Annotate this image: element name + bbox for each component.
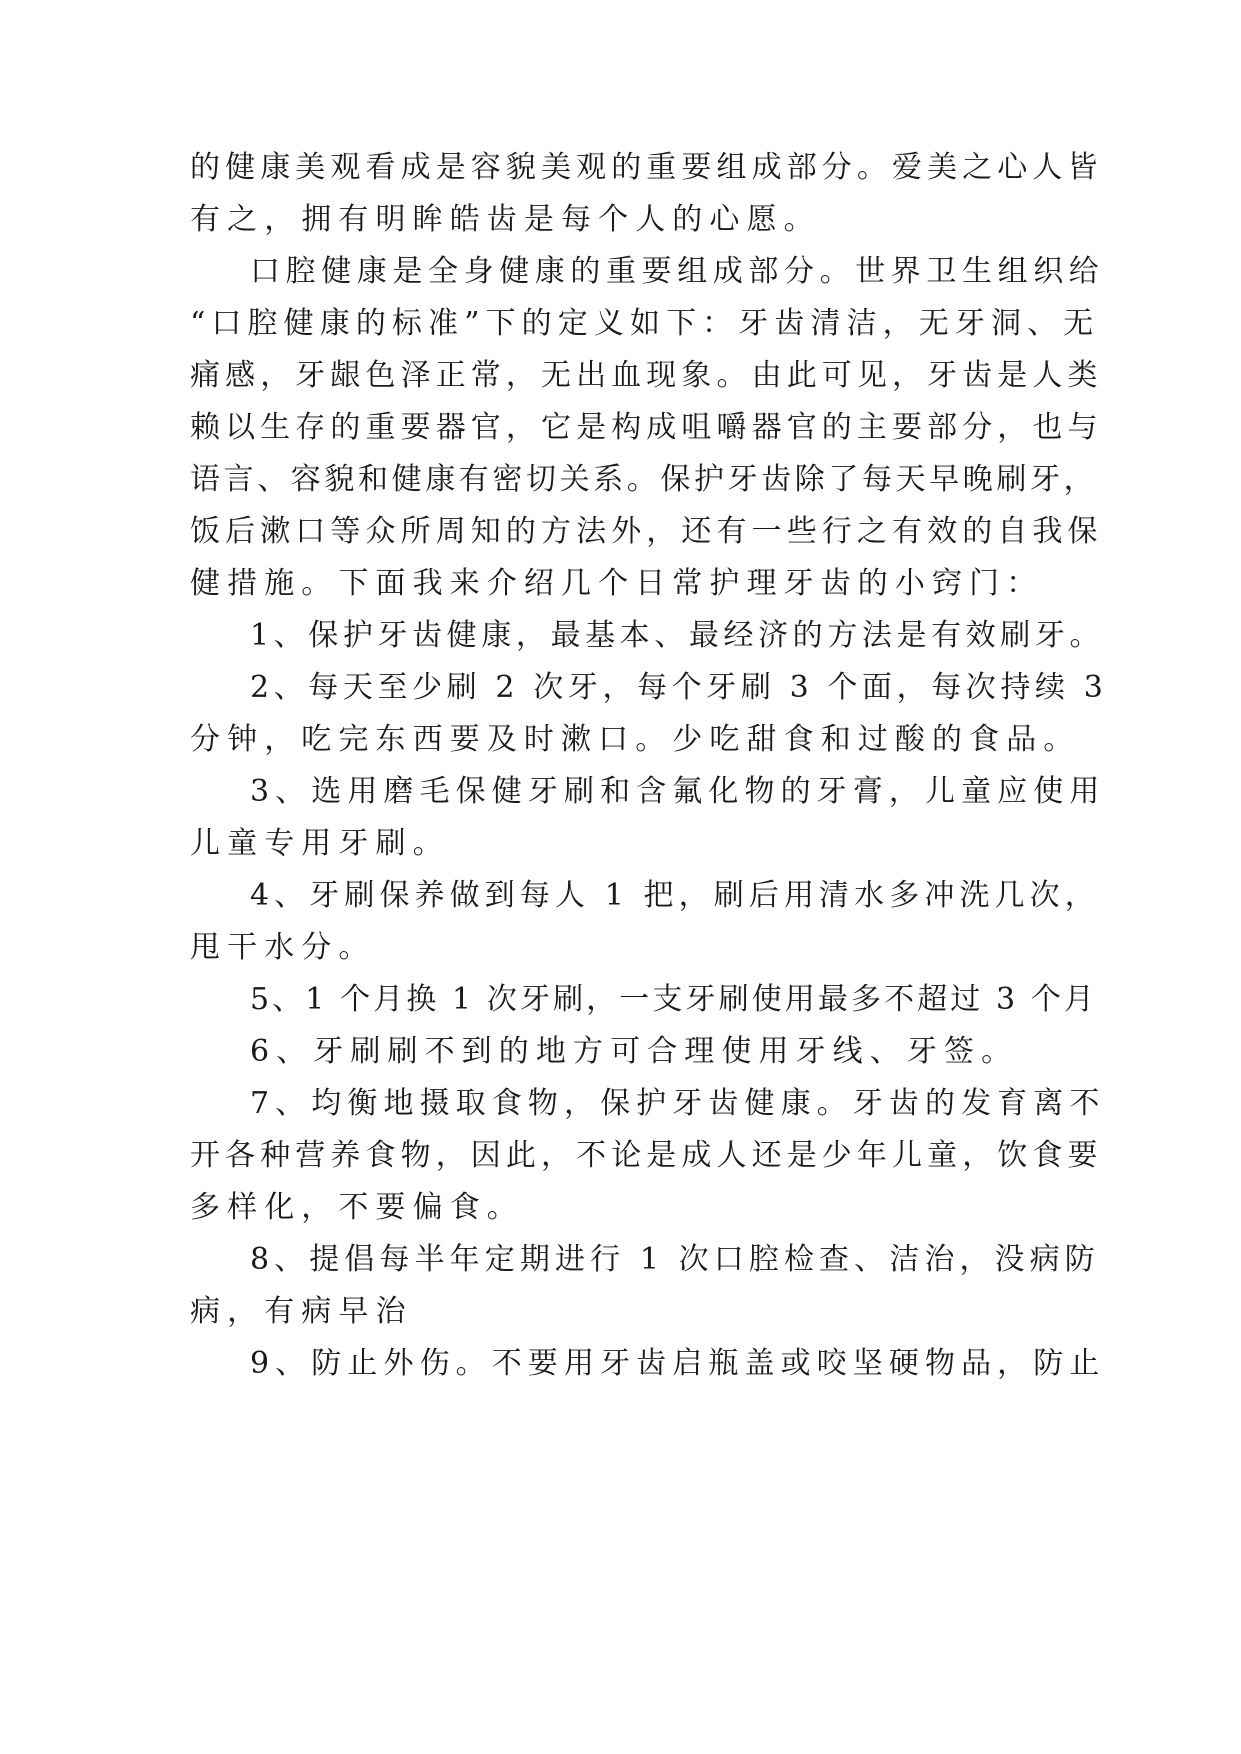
list-item-1: 1、保护牙齿健康，最基本、最经济的方法是有效刷牙。 — [250, 618, 1105, 653]
text-line: 赖以生存的重要器官，它是构成咀嚼器官的主要部分，也与 — [190, 410, 1103, 445]
text-line: 儿童专用牙刷。 — [190, 826, 450, 861]
text-line: 健措施。下面我来介绍几个日常护理牙齿的小窍门： — [190, 566, 1044, 601]
list-item-7: 7、均衡地摄取食物，保护牙齿健康。牙齿的发育离不 — [250, 1086, 1106, 1121]
list-item-6: 6、牙刷刷不到的地方可合理使用牙线、牙签。 — [250, 1034, 1019, 1069]
text-line: “口腔健康的标准”下的定义如下：牙齿清洁，无牙洞、无 — [190, 306, 1100, 341]
list-item-3: 3、选用磨毛保健牙刷和含氟化物的牙膏，儿童应使用 — [250, 774, 1106, 809]
list-item-5: 5、1 个月换 1 次牙刷，一支牙刷使用最多不超过 3 个月 — [250, 982, 1098, 1017]
text-line: 病，有病早治 — [190, 1294, 413, 1329]
text-line: 语言、容貌和健康有密切关系。保护牙齿除了每天早晚刷牙， — [190, 462, 1098, 497]
text-line: 有之，拥有明眸皓齿是每个人的心愿。 — [190, 202, 821, 237]
list-item-9: 9、防止外伤。不要用牙齿启瓶盖或咬坚硬物品，防止 — [250, 1346, 1106, 1381]
list-item-4: 4、牙刷保养做到每人 1 把，刷后用清水多冲洗几次， — [250, 878, 1100, 913]
text-line: 开各种营养食物，因此，不论是成人还是少年儿童，饮食要 — [190, 1138, 1103, 1173]
text-line: 痛感，牙龈色泽正常，无出血现象。由此可见，牙齿是人类 — [190, 358, 1103, 393]
text-line: 分钟，吃完东西要及时漱口。少吃甜食和过酸的食品。 — [190, 722, 1081, 757]
paragraph-start-line: 口腔健康是全身健康的重要组成部分。世界卫生组织给 — [250, 254, 1105, 289]
list-item-2: 2、每天至少刷 2 次牙，每个牙刷 3 个面，每次持续 3 — [250, 670, 1108, 705]
text-line: 多样化，不要偏食。 — [190, 1190, 524, 1225]
text-line: 饭后漱口等众所周知的方法外，还有一些行之有效的自我保 — [190, 514, 1103, 549]
text-line: 的健康美观看成是容貌美观的重要组成部分。爱美之心人皆 — [190, 150, 1103, 185]
list-item-8: 8、提倡每半年定期进行 1 次口腔检查、洁治，没病防 — [250, 1242, 1100, 1277]
text-line: 甩干水分。 — [190, 930, 376, 965]
